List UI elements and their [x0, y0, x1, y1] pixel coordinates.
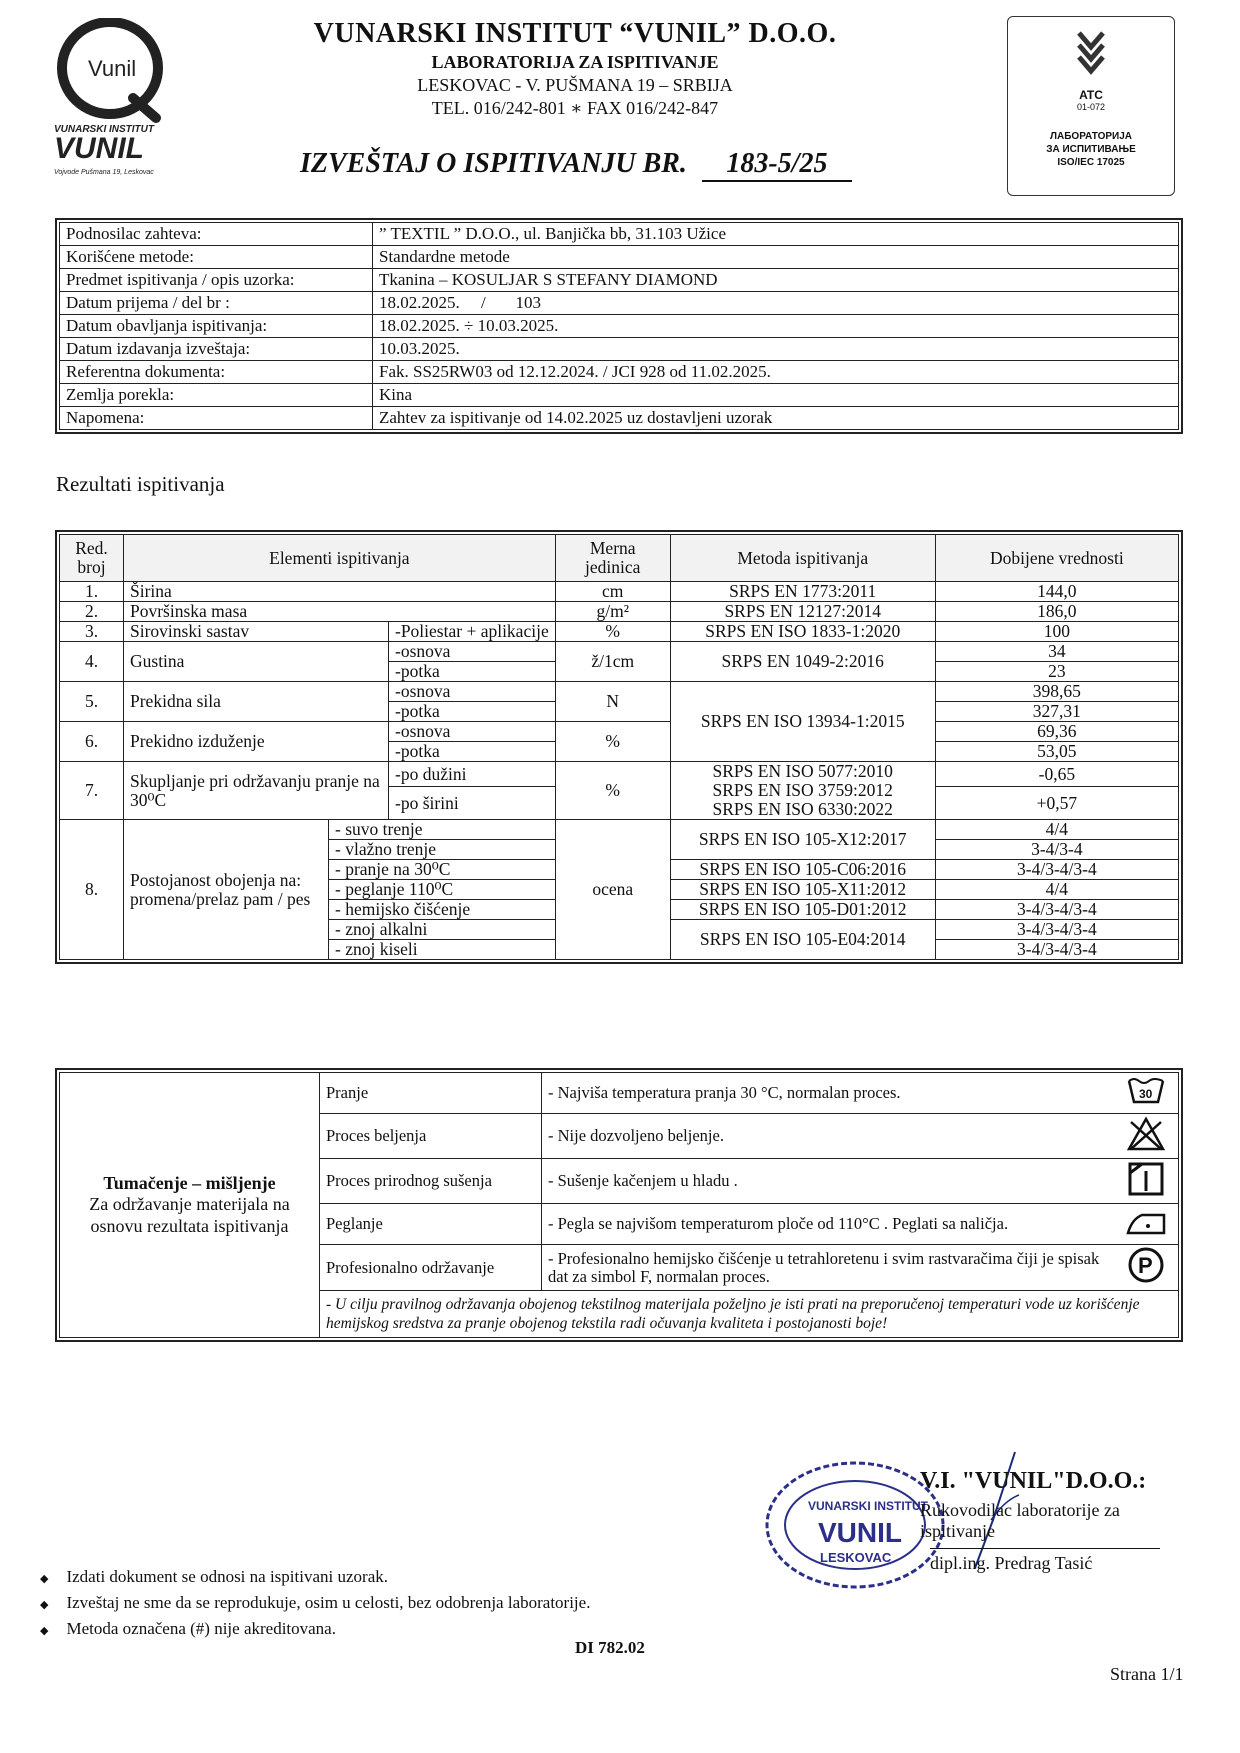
- row-sub-element: - znoj alkalni: [329, 920, 556, 940]
- svg-text:VUNARSKI INSTITUT: VUNARSKI INSTITUT: [808, 1499, 928, 1513]
- info-label: Referentna dokumenta:: [60, 361, 373, 384]
- care-label: Pranje: [320, 1073, 542, 1114]
- row-unit: ž/1cm: [555, 642, 670, 682]
- row-sub-element: -osnova: [389, 722, 556, 742]
- info-label: Datum obavljanja ispitivanja:: [60, 315, 373, 338]
- svg-text:30: 30: [1139, 1086, 1153, 1101]
- wash-30-icon: [1114, 1073, 1179, 1114]
- line-dry-shade-icon: [1114, 1159, 1179, 1204]
- info-value: Tkanina – KOSULJAR S STEFANY DIAMOND: [373, 269, 1179, 292]
- care-label: Peglanje: [320, 1204, 542, 1245]
- row-method: [670, 762, 935, 820]
- care-row: [60, 1073, 1179, 1114]
- row-method: SRPS EN ISO 105-D01:2012: [670, 900, 935, 920]
- info-label: Zemlja porekla:: [60, 384, 373, 407]
- row-value: 53,05: [935, 742, 1178, 762]
- info-value: 10.03.2025.: [373, 338, 1179, 361]
- info-row: [60, 223, 1179, 246]
- row-sub-element: - hemijsko čišćenje: [329, 900, 556, 920]
- row-sub-element: -osnova: [389, 682, 556, 702]
- row-method: SRPS EN ISO 105-C06:2016: [670, 860, 935, 880]
- report-label: IZVEŠTAJ O ISPITIVANJU BR.: [300, 148, 687, 179]
- info-label: Podnosilac zahteva:: [60, 223, 373, 246]
- row-value: 3-4/3-4/3-4: [935, 920, 1178, 940]
- care-text: - Najviša temperatura pranja 30 °C, normalan proces.: [542, 1073, 1115, 1114]
- row-method: SRPS EN 1049-2:2016: [670, 642, 935, 682]
- footnote-item: ◆ Izdati dokument se odnosi na ispitivani uzorak.: [40, 1565, 590, 1591]
- row-sub-element: -po dužini: [389, 762, 556, 787]
- signature-role: Rukovodilac laboratorije za ispitivanje: [920, 1500, 1120, 1541]
- method-line: SRPS EN ISO 6330:2022: [712, 799, 893, 819]
- table-row: [60, 642, 1179, 662]
- interpretation-title: Tumačenje – mišljenje: [103, 1173, 276, 1193]
- row-method: SRPS EN 1773:2011: [670, 582, 935, 602]
- care-label: Profesionalno održavanje: [320, 1245, 542, 1291]
- row-sub-element: -potka: [389, 702, 556, 722]
- row-value: 69,36: [935, 722, 1178, 742]
- method-line: SRPS EN ISO 5077:2010: [712, 761, 893, 781]
- info-label: Korišćene metode:: [60, 246, 373, 269]
- row-sub-element: - peglanje 110⁰C: [329, 880, 556, 900]
- row-value: +0,57: [935, 787, 1178, 820]
- info-label: Datum prijema / del br :: [60, 292, 373, 315]
- row-sub-element: - vlažno trenje: [329, 840, 556, 860]
- atc-line3: ISO/IEC 17025: [1057, 157, 1125, 168]
- report-title: [300, 148, 852, 182]
- row-no: 2.: [60, 602, 124, 622]
- row-unit: %: [555, 622, 670, 642]
- table-row: [60, 722, 1179, 742]
- row-no: 1.: [60, 582, 124, 602]
- row-no: 3.: [60, 622, 124, 642]
- row-value: 144,0: [935, 582, 1178, 602]
- row-sub-element: -osnova: [389, 642, 556, 662]
- signature-company: V.I. "VUNIL"D.O.O.:: [920, 1468, 1147, 1494]
- page-number: Strana 1/1: [1110, 1664, 1184, 1684]
- lab-subtitle: LABORATORIJA ZA ISPITIVANJE: [431, 52, 719, 72]
- table-row: [60, 582, 1179, 602]
- atc-mark-icon: [1071, 27, 1111, 77]
- row-sub-element: -Poliestar + aplikacije: [389, 622, 556, 642]
- info-row: [60, 407, 1179, 430]
- col-header-element: Elementi ispitivanja: [124, 535, 556, 582]
- row-sub-element: -po širini: [389, 787, 556, 820]
- care-label: Proces beljenja: [320, 1114, 542, 1159]
- row-value: 3-4/3-4/3-4: [935, 860, 1178, 880]
- signature-block: [760, 1450, 1180, 1610]
- care-text: - Pegla se najvišom temperaturom ploče od 110°C . Peglati sa naličja.: [542, 1204, 1115, 1245]
- row-value: 34: [935, 642, 1178, 662]
- care-note: - U cilju pravilnog održavanja obojenog tekstilnog materijala poželjno je isti prati na preporučenoj temperaturi vode uz korišćenje hemijskog sredstva za pranje obojenog tekstila radi očuvanja kvaliteta i postojanosti boje!: [320, 1291, 1179, 1338]
- row-value: 186,0: [935, 602, 1178, 622]
- care-text: - Sušenje kačenjem u hladu .: [542, 1159, 1115, 1204]
- row-element: Sirovinski sastav: [124, 622, 389, 642]
- accreditation-badge: [1007, 16, 1175, 196]
- atc-label: ATC: [1079, 88, 1103, 102]
- footnote-item: ◆ Izveštaj ne sme da se reprodukuje, osim u celosti, bez odobrenja laboratorije.: [40, 1591, 590, 1617]
- svg-text:VUNIL: VUNIL: [818, 1517, 902, 1548]
- row-value: 3-4/3-4/3-4: [935, 940, 1178, 960]
- logo-brand-text: Vunil: [88, 56, 137, 81]
- signature-name: dipl.ing. Predrag Tasić: [930, 1548, 1160, 1574]
- row-element: Gustina: [124, 642, 389, 682]
- row-element: Postojanost obojenja na: promena/prelaz pam / pes: [124, 820, 329, 960]
- info-row: [60, 315, 1179, 338]
- info-row: [60, 292, 1179, 315]
- row-method: SRPS EN ISO 105-X12:2017: [670, 820, 935, 860]
- info-row: [60, 361, 1179, 384]
- results-header-row: [60, 535, 1179, 582]
- table-row: [60, 762, 1179, 787]
- row-sub-element: -potka: [389, 662, 556, 682]
- info-row: [60, 384, 1179, 407]
- info-row: [60, 269, 1179, 292]
- row-method: SRPS EN ISO 1833-1:2020: [670, 622, 935, 642]
- interpretation-subtitle: Za održavanje materijala na osnovu rezultata ispitivanja: [89, 1194, 290, 1236]
- care-text: - Profesionalno hemijsko čišćenje u tetrahloretenu i svim rastvaračima čiji je spisak dat za simbol F, normalan proces.: [542, 1245, 1115, 1291]
- row-no: 4.: [60, 642, 124, 682]
- info-value: Zahtev za ispitivanje od 14.02.2025 uz dostavljeni uzorak: [373, 407, 1179, 430]
- row-element: Skupljanje pri održavanju pranje na 30⁰C: [124, 762, 389, 820]
- institute-title: VUNARSKI INSTITUT “VUNIL” D.O.O.: [313, 18, 837, 49]
- row-value: 3-4/3-4: [935, 840, 1178, 860]
- row-value: 327,31: [935, 702, 1178, 722]
- method-line: SRPS EN ISO 3759:2012: [712, 780, 893, 800]
- row-element: Širina: [124, 582, 556, 602]
- info-value: Kina: [373, 384, 1179, 407]
- row-unit: N: [555, 682, 670, 722]
- col-header-value: Dobijene vrednosti: [935, 535, 1178, 582]
- care-text: - Nije dozvoljeno beljenje.: [542, 1114, 1115, 1159]
- care-interpretation-table: [55, 1068, 1183, 1342]
- no-bleach-icon: [1114, 1114, 1179, 1159]
- row-sub-element: - pranje na 30⁰C: [329, 860, 556, 880]
- svg-text:P: P: [1138, 1253, 1153, 1278]
- row-unit: ocena: [555, 820, 670, 960]
- info-row: [60, 246, 1179, 269]
- table-row: [60, 820, 1179, 840]
- info-value: 18.02.2025. ÷ 10.03.2025.: [373, 315, 1179, 338]
- svg-text:LESKOVAC: LESKOVAC: [820, 1550, 892, 1565]
- info-value: Standardne metode: [373, 246, 1179, 269]
- atc-line1: ЛАБОРАТОРИЈА: [1050, 131, 1132, 142]
- atc-code: 01-072: [1076, 102, 1106, 112]
- lab-header: [230, 18, 920, 119]
- row-method: SRPS EN 12127:2014: [670, 602, 935, 622]
- row-sub-element: - znoj kiseli: [329, 940, 556, 960]
- row-method: SRPS EN ISO 105-X11:2012: [670, 880, 935, 900]
- table-row: [60, 622, 1179, 642]
- info-row: [60, 338, 1179, 361]
- row-element: Površinska masa: [124, 602, 556, 622]
- info-label: Predmet ispitivanja / opis uzorka:: [60, 269, 373, 292]
- results-table: [55, 530, 1183, 964]
- info-label: Datum izdavanja izveštaja:: [60, 338, 373, 361]
- col-header-unit: Merna jedinica: [555, 535, 670, 582]
- logo-caption-top: VUNARSKI INSTITUT: [54, 124, 154, 135]
- footnotes: [40, 1565, 590, 1643]
- row-unit: cm: [555, 582, 670, 602]
- info-value: ” TEXTIL ” D.O.O., ul. Banjička bb, 31.103 Užice: [373, 223, 1179, 246]
- row-value: 3-4/3-4/3-4: [935, 900, 1178, 920]
- row-value: 4/4: [935, 880, 1178, 900]
- info-value: Fak. SS25RW03 od 12.12.2024. / JCI 928 od 11.02.2025.: [373, 361, 1179, 384]
- row-sub-element: - suvo trenje: [329, 820, 556, 840]
- care-label: Proces prirodnog sušenja: [320, 1159, 542, 1204]
- lab-address: LESKOVAC - V. PUŠMANA 19 – SRBIJA: [417, 75, 733, 95]
- row-unit: %: [555, 722, 670, 762]
- row-method: SRPS EN ISO 105-E04:2014: [670, 920, 935, 960]
- row-value: 23: [935, 662, 1178, 682]
- iron-low-icon: [1114, 1204, 1179, 1245]
- row-value: 398,65: [935, 682, 1178, 702]
- report-number: 183-5/25: [702, 148, 852, 182]
- interpretation-cell: [60, 1073, 320, 1338]
- professional-clean-p-icon: [1114, 1245, 1179, 1291]
- row-no: 6.: [60, 722, 124, 762]
- row-value: -0,65: [935, 762, 1178, 787]
- row-no: 5.: [60, 682, 124, 722]
- row-element: Prekidna sila: [124, 682, 389, 722]
- row-value: 100: [935, 622, 1178, 642]
- row-sub-element: -potka: [389, 742, 556, 762]
- footnote-item: ◆ Metoda označena (#) nije akreditovana.: [40, 1617, 590, 1643]
- request-info-table: [55, 218, 1183, 434]
- row-unit: %: [555, 762, 670, 820]
- row-element: Prekidno izduženje: [124, 722, 389, 762]
- logo-caption-main: VUNIL: [54, 132, 144, 165]
- document-code: DI 782.02: [575, 1638, 645, 1657]
- results-heading: Rezultati ispitivanja: [56, 472, 225, 496]
- table-row: [60, 682, 1179, 702]
- table-row: [60, 602, 1179, 622]
- col-header-method: Metoda ispitivanja: [670, 535, 935, 582]
- row-no: 8.: [60, 820, 124, 960]
- row-method: SRPS EN ISO 13934-1:2015: [670, 682, 935, 762]
- row-no: 7.: [60, 762, 124, 820]
- info-value: 18.02.2025. / 103: [373, 292, 1179, 315]
- row-unit: g/m²: [555, 602, 670, 622]
- row-value: 4/4: [935, 820, 1178, 840]
- logo-caption-small: Vojvode Pušmana 19, Leskovac: [54, 169, 154, 176]
- col-header-no: Red. broj: [60, 535, 124, 582]
- vunil-logo: [48, 18, 188, 188]
- info-label: Napomena:: [60, 407, 373, 430]
- atc-line2: ЗА ИСПИТИВАЊЕ: [1046, 144, 1136, 155]
- lab-phone: TEL. 016/242-801 ∗ FAX 016/242-847: [431, 98, 719, 118]
